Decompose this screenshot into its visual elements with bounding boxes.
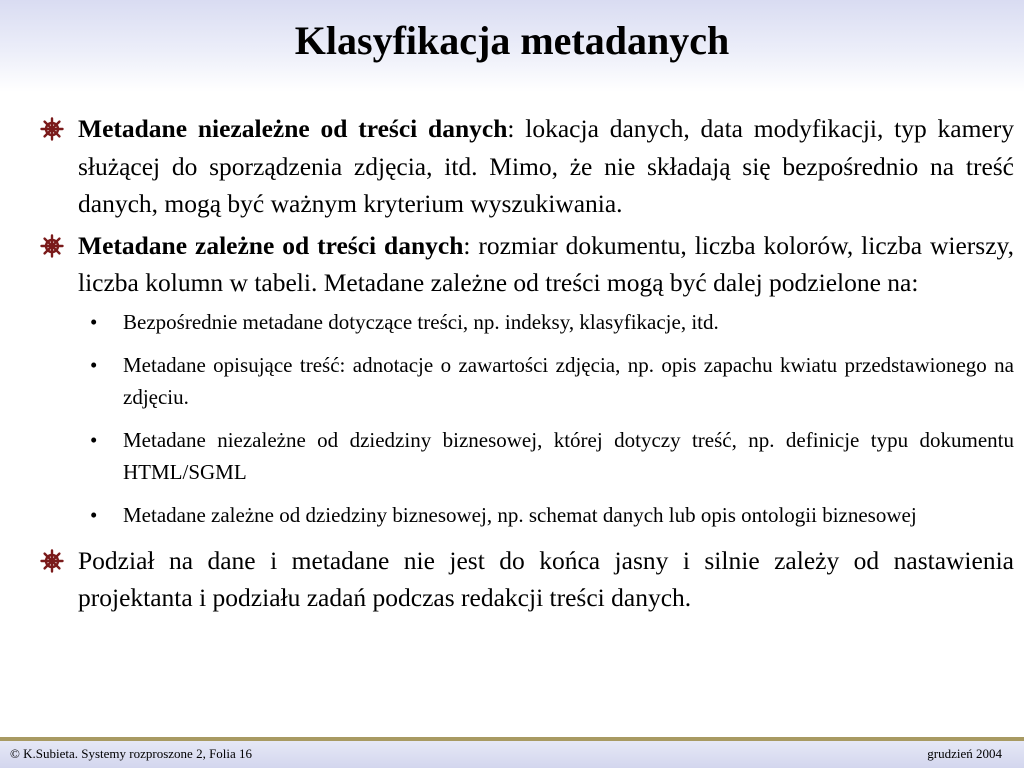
ship-wheel-icon <box>40 234 64 258</box>
item-heading: Metadane niezależne od treści danych <box>78 114 508 143</box>
sub-item-text: Metadane opisujące treść: adnotacje o zawartości zdjęcia, np. opis zapachu kwiatu przedstawionego na zdjęciu. <box>123 352 1014 409</box>
sub-item-2 <box>40 349 1014 413</box>
slide-content <box>40 110 1014 730</box>
bullet-item-1 <box>40 110 1014 223</box>
sub-item-text: Bezpośrednie metadane dotyczące treści, np. indeksy, klasyfikacje, itd. <box>123 309 719 334</box>
sub-item-1 <box>40 306 1014 338</box>
ship-wheel-icon <box>40 117 64 141</box>
slide-footer <box>0 741 1024 768</box>
footer-copyright: © K.Subieta. Systemy rozproszone 2, Folia 16 <box>10 746 253 761</box>
sub-item-3 <box>40 424 1014 488</box>
bullet-item-3 <box>40 542 1014 617</box>
footer-date: grudzień 2004 <box>927 746 1002 761</box>
sub-item-text: Metadane niezależne od dziedziny biznesowej, której dotyczy treść, np. definicje typu dokumentu HTML/SGML <box>123 427 1014 484</box>
sub-bullet-dot: • <box>90 309 98 334</box>
sub-list <box>40 306 1014 531</box>
sub-item-4 <box>40 499 1014 531</box>
bullet-item-2 <box>40 227 1014 302</box>
slide-title: Klasyfikacja metadanych <box>294 18 730 63</box>
ship-wheel-icon <box>40 549 64 573</box>
item-text: : rozmiar dokumentu, liczba kolorów, liczba wierszy, liczba kolumn w tabeli. Metadane zależne od treści mogą być dalej podzielone na: <box>78 230 1014 297</box>
sub-bullet-dot: • <box>90 352 98 377</box>
sub-bullet-dot: • <box>90 427 98 452</box>
sub-bullet-dot: • <box>90 502 98 527</box>
sub-item-text: Metadane zależne od dziedziny biznesowej, np. schemat danych lub opis ontologii biznesowej <box>123 502 917 527</box>
item-text: Podział na dane i metadane nie jest do końca jasny i silnie zależy od nastawienia projektanta i podziału zadań podczas redakcji treści danych. <box>78 545 1014 612</box>
item-text: : lokacja danych, data modyfikacji, typ kamery służącej do sporządzenia zdjęcia, itd. Mimo, że nie składają się bezpośrednio na treść danych, mogą być ważnym kryterium wyszukiwania. <box>78 114 1014 218</box>
item-heading: Metadane zależne od treści danych <box>78 230 464 260</box>
